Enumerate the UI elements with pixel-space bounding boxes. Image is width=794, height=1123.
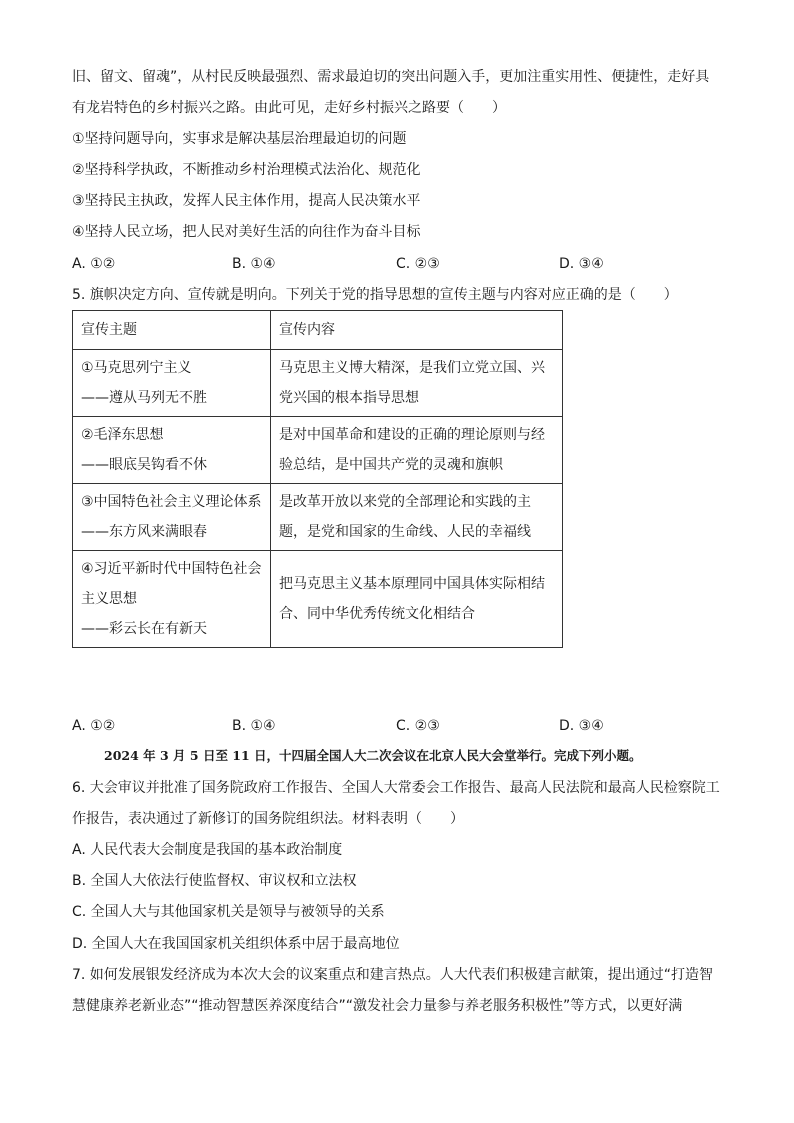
table-header-row	[73, 311, 563, 350]
theme-line: ③中国特色社会主义理论体系	[81, 494, 262, 510]
theme-line: ——东方风来满眼春	[81, 524, 207, 540]
content-line: 党兴国的根本指导思想	[279, 390, 419, 406]
q5-option-b[interactable]: B. ①④	[232, 718, 276, 734]
content-line: 合、同中华优秀传统文化相结合	[279, 606, 475, 622]
table-row	[73, 350, 563, 417]
table-row	[73, 551, 563, 648]
content-cell	[271, 417, 563, 484]
q4-option-c[interactable]: C. ②③	[396, 256, 440, 272]
q4-intro-line-2: 有龙岩特色的乡村振兴之路。由此可见，走好乡村振兴之路要（ ）	[72, 100, 506, 116]
content-line: 是改革开放以来党的全部理论和实践的主	[279, 494, 531, 510]
context-note: 2024 年 3 月 5 日至 11 日，十四届全国人大二次会议在北京人民大会堂举行。完成下列小题。	[104, 748, 642, 763]
q4-statement-1: ①坚持问题导向，实事求是解决基层治理最迫切的问题	[72, 131, 407, 147]
content-line: 是对中国革命和建设的正确的理论原则与经	[279, 427, 545, 443]
q6-stem-line-2: 作报告，表决通过了新修订的国务院组织法。材料表明（ ）	[72, 811, 464, 827]
theme-line: 主义思想	[81, 591, 137, 607]
q4-intro-line-1: 旧、留文、留魂”，从村民反映最强烈、需求最迫切的突出问题入手，更加注重实用性、便捷性，走好具	[72, 69, 710, 85]
content-cell	[271, 484, 563, 551]
theme-line: ——遵从马列无不胜	[81, 390, 207, 406]
theme-cell	[73, 484, 271, 551]
table-row	[73, 417, 563, 484]
q6-option-c[interactable]: C. 全国人大与其他国家机关是领导与被领导的关系	[72, 904, 385, 920]
theme-cell	[73, 551, 271, 648]
theme-line: ④习近平新时代中国特色社会	[81, 561, 262, 577]
q4-option-a[interactable]: A. ①②	[72, 256, 116, 272]
theme-cell	[73, 417, 271, 484]
q4-statement-3: ③坚持民主执政，发挥人民主体作用，提高人民决策水平	[72, 193, 421, 209]
content-line: 把马克思主义基本原理同中国具体实际相结	[279, 576, 545, 592]
theme-cell	[73, 350, 271, 417]
q4-option-d[interactable]: D. ③④	[559, 256, 604, 272]
content-cell	[271, 551, 563, 648]
q6-option-d[interactable]: D. 全国人大在我国国家机关组织体系中居于最高地位	[72, 936, 400, 952]
content-line: 验总结，是中国共产党的灵魂和旗帜	[279, 457, 503, 473]
q4-statement-2: ②坚持科学执政，不断推动乡村治理模式法治化、规范化	[72, 162, 421, 178]
q4-options	[72, 254, 732, 274]
theme-line: ——眼底吴钩看不休	[81, 457, 207, 473]
header-content: 宣传内容	[271, 311, 563, 350]
header-theme: 宣传主题	[73, 311, 271, 350]
q6-option-a[interactable]: A. 人民代表大会制度是我国的基本政治制度	[72, 842, 343, 858]
q6-option-b[interactable]: B. 全国人大依法行使监督权、审议权和立法权	[72, 873, 357, 889]
q4-statement-4: ④坚持人民立场，把人民对美好生活的向往作为奋斗目标	[72, 224, 421, 240]
content-line: 马克思主义博大精深，是我们立党立国、兴	[279, 360, 545, 376]
theme-line: ②毛泽东思想	[81, 427, 164, 443]
q5-option-c[interactable]: C. ②③	[396, 718, 440, 734]
q5-table	[72, 310, 563, 648]
q5-stem: 5. 旗帜决定方向、宣传就是明向。下列关于党的指导思想的宣传主题与内容对应正确的是（ ）	[72, 287, 678, 303]
q5-option-d[interactable]: D. ③④	[559, 718, 604, 734]
content-cell	[271, 350, 563, 417]
content-line: 题，是党和国家的生命线、人民的幸福线	[279, 524, 531, 540]
theme-line: ①马克思列宁主义	[81, 360, 192, 376]
table-row	[73, 484, 563, 551]
q6-stem-line-1: 6. 大会审议并批准了国务院政府工作报告、全国人大常委会工作报告、最高人民法院和最高人民检察院工	[72, 780, 720, 796]
q5-option-a[interactable]: A. ①②	[72, 718, 116, 734]
theme-line: ——彩云长在有新天	[81, 621, 207, 637]
q5-options	[72, 716, 732, 736]
q4-option-b[interactable]: B. ①④	[232, 256, 276, 272]
q7-stem-line-2: 慧健康养老新业态”“推动智慧医养深度结合”“激发社会力量参与养老服务积极性”等方式，以更好满	[72, 998, 683, 1014]
q7-stem-line-1: 7. 如何发展银发经济成为本次大会的议案重点和建言热点。人大代表们积极建言献策，提出通过“打造智	[72, 967, 714, 983]
